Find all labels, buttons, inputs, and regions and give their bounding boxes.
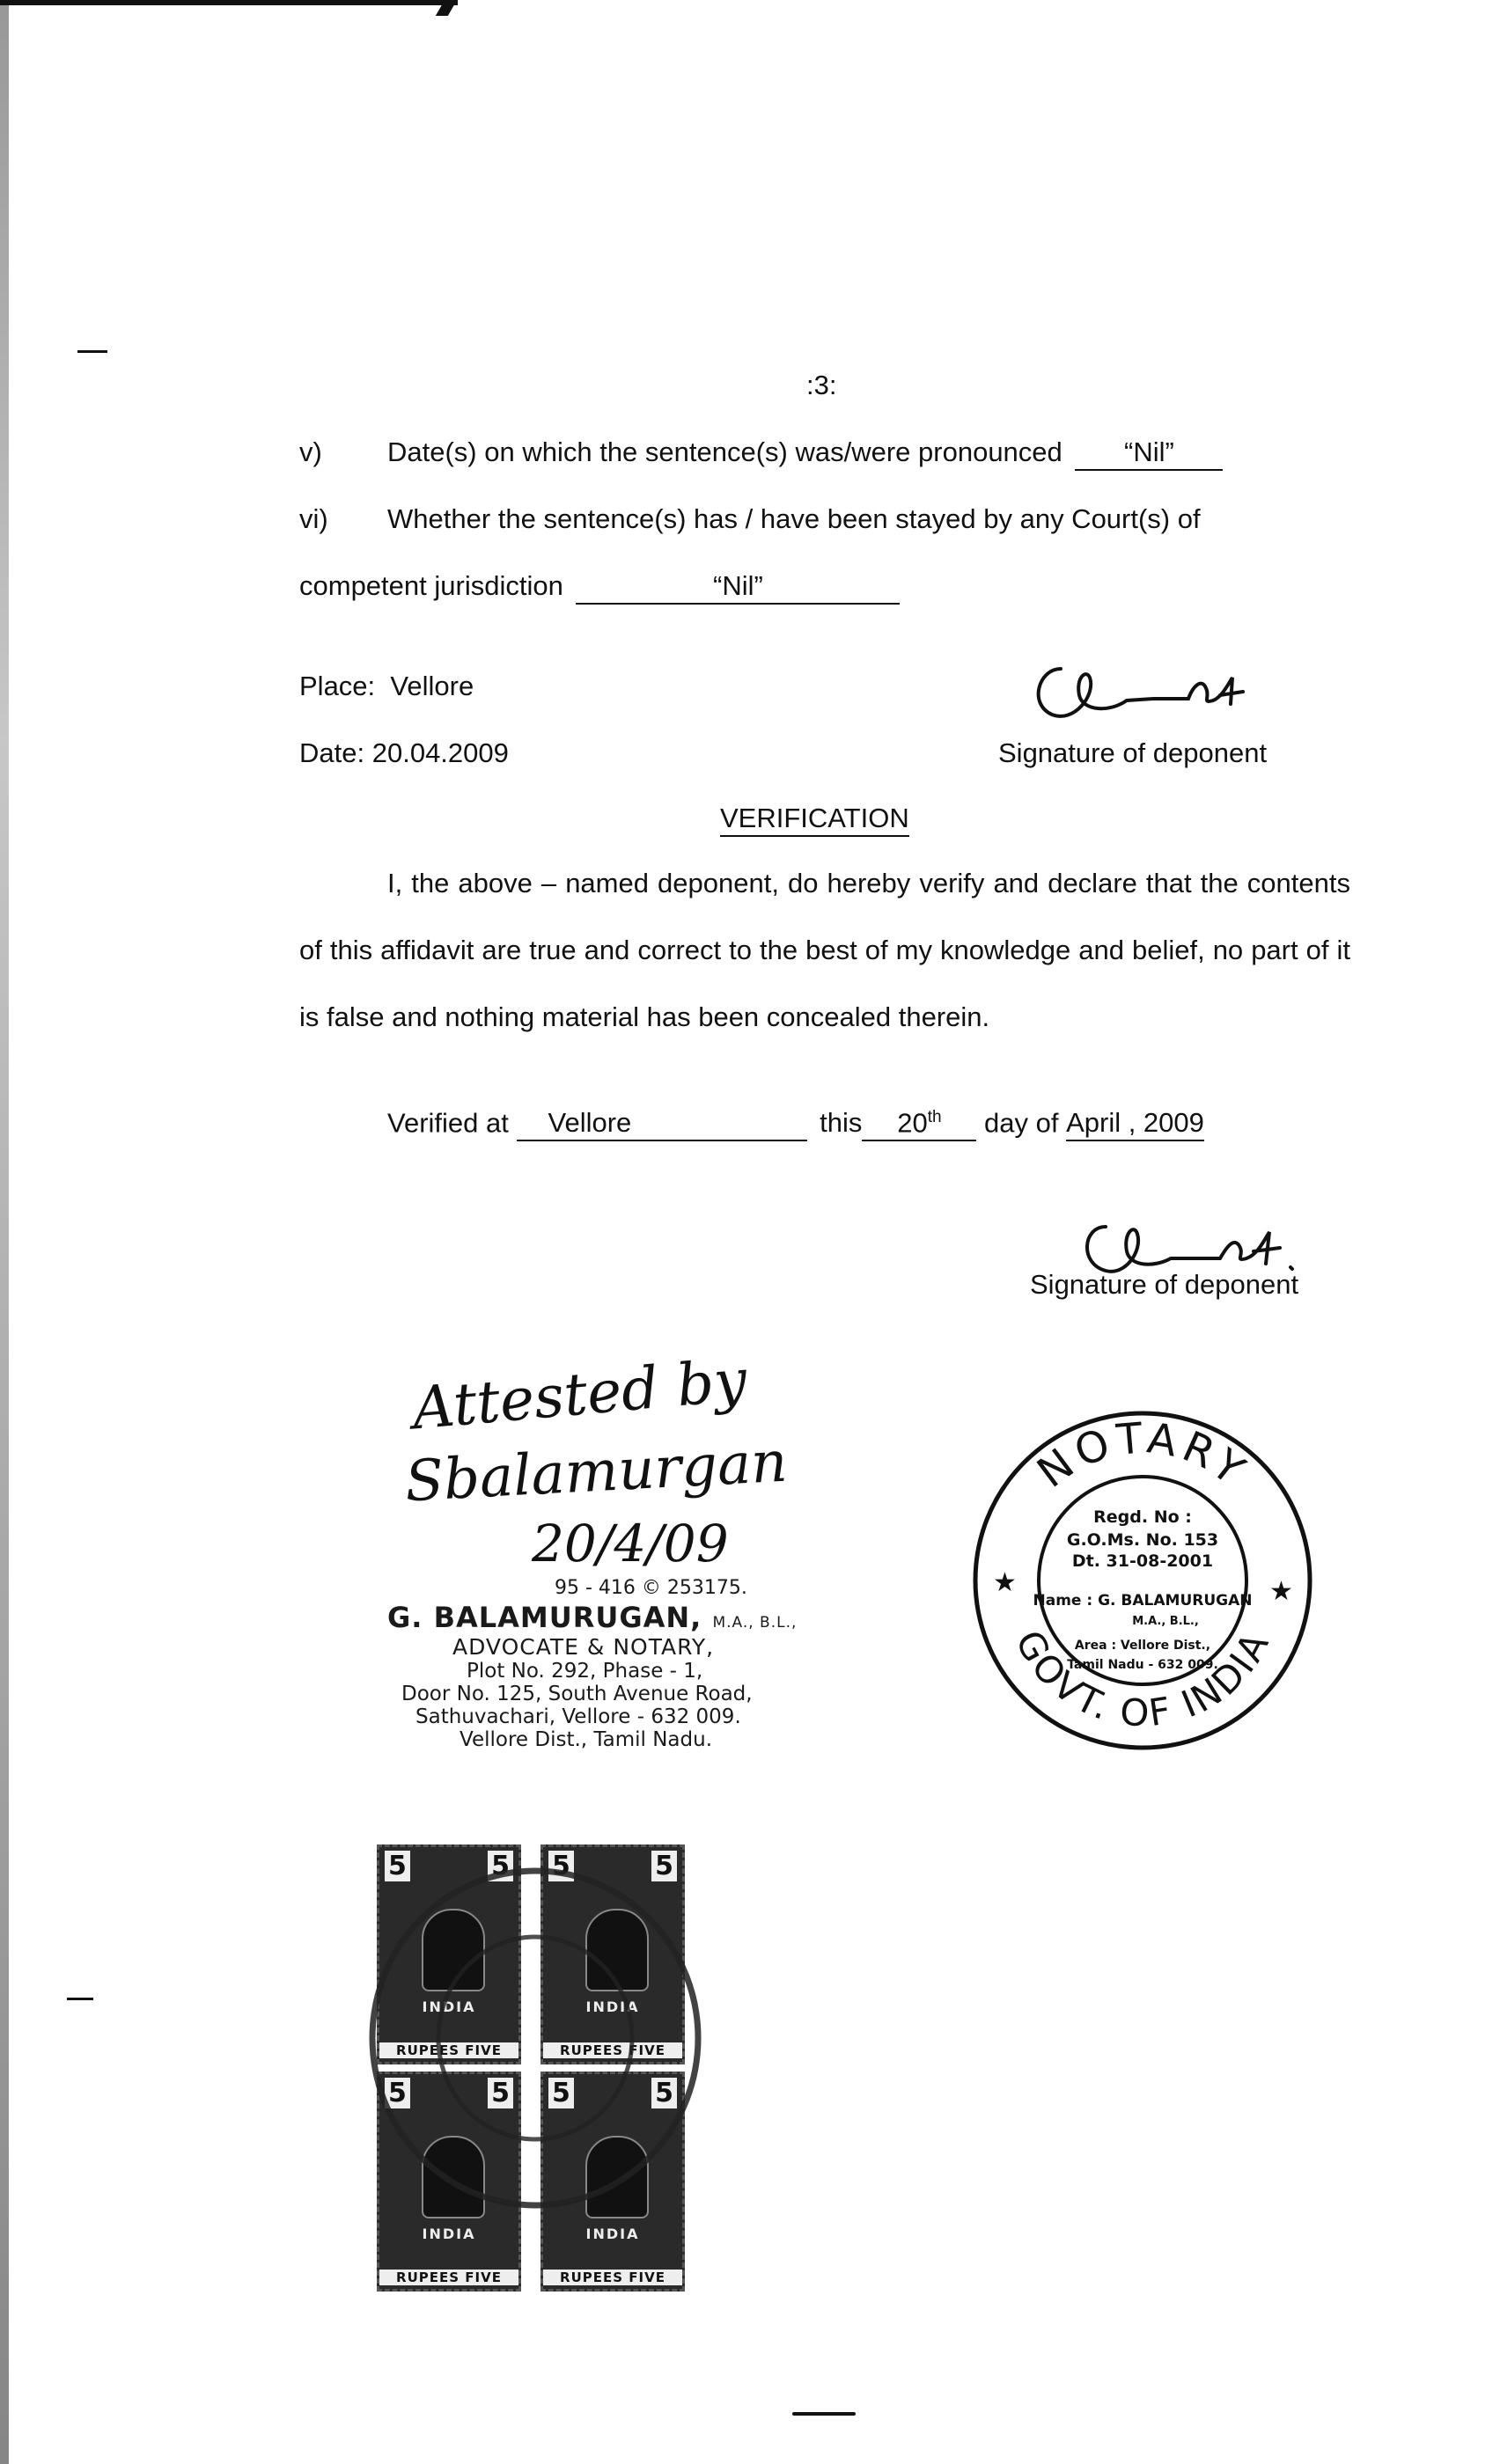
revenue-stamp-label: RUPEES FIVE (543, 2042, 682, 2058)
attestation-date-text: 20/4/09 (532, 1514, 729, 1573)
advocate-quals: M.A., B.L., (712, 1614, 798, 1632)
revenue-stamp-country: INDIA (585, 2226, 640, 2242)
page-number: :3: (806, 370, 837, 400)
revenue-stamp-country: INDIA (422, 2226, 476, 2242)
revenue-stamp-denomination-left: 5 (548, 2078, 574, 2108)
item-v-text (387, 436, 1223, 471)
verified-day-number: 20 (897, 1107, 928, 1139)
verified-place (517, 1107, 807, 1141)
notary-area: Area : Vellore Dist., (1074, 1639, 1211, 1653)
place-label: Place: (299, 671, 376, 701)
advocate-name-line (379, 1601, 854, 1634)
revenue-stamps-block (377, 1844, 687, 2302)
notary-seal-top-arc: NOTARY (1028, 1413, 1258, 1499)
advocate-addr4: Vellore Dist., Tamil Nadu. (460, 1728, 713, 1751)
bottom-rule (792, 2412, 856, 2416)
revenue-stamp-denomination-left: 5 (548, 1851, 574, 1881)
advocate-reg: 95 - 416 © 253175. (555, 1577, 747, 1599)
date-line (299, 737, 509, 769)
advocate-addr3: Sathuvachari, Vellore - 632 009. (415, 1705, 741, 1728)
advocate-name: G. BALAMURUGAN, (387, 1601, 702, 1634)
attestation-signature (403, 1429, 790, 1515)
item-vi-label-cont: competent jurisdiction (299, 570, 563, 601)
verification-heading-text: VERIFICATION (720, 803, 909, 837)
this-label: this (820, 1107, 863, 1139)
date-value: 20.04.2009 (371, 737, 509, 768)
verified-day-suffix: th (927, 1108, 942, 1126)
revenue-stamp-denomination-left: 5 (385, 2078, 410, 2108)
scan-top-mark (0, 0, 458, 5)
notary-star-right: ★ (1269, 1576, 1293, 1607)
revenue-stamp-country: INDIA (422, 1998, 476, 2015)
margin-dash (77, 350, 107, 353)
place-line (299, 671, 474, 702)
item-v-label: Date(s) on which the sentence(s) was/were pronounced (387, 436, 1062, 467)
verified-place-text: Vellore (548, 1107, 632, 1139)
item-vi-text: Whether the sentence(s) has / have been stayed by any Court(s) of (387, 503, 1201, 534)
attestation-handwriting (409, 1346, 750, 1443)
revenue-stamp-denomination-right: 5 (488, 1851, 513, 1881)
notary-dt: Dt. 31-08-2001 (1071, 1551, 1214, 1571)
notary-seal-bottom-arc: GOVT. OF INDIA (1006, 1623, 1278, 1735)
advocate-addr1: Plot No. 292, Phase - 1, (467, 1660, 703, 1683)
item-v-value (1075, 436, 1223, 471)
attestation-date (532, 1514, 729, 1573)
advocate-title: ADVOCATE & NOTARY, (452, 1634, 715, 1660)
date-label: Date: (299, 737, 365, 768)
revenue-stamp-denomination-right: 5 (651, 2078, 677, 2108)
margin-dash (67, 1998, 93, 2000)
notary-state: Tamil Nadu - 632 009. (1067, 1658, 1218, 1672)
revenue-stamp-cancellation-seal (359, 1862, 711, 2232)
scan-edge-mark (0, 0, 9, 2464)
notary-star-left: ★ (993, 1567, 1017, 1598)
signature-label-2: Signature of deponent (1030, 1269, 1299, 1300)
notary-regd: Regd. No : (1093, 1507, 1192, 1527)
revenue-stamp-denomination-right: 5 (488, 2078, 513, 2108)
day-of-label: day of (984, 1107, 1059, 1139)
revenue-stamp-label: RUPEES FIVE (379, 2042, 518, 2058)
notary-go: G.O.Ms. No. 153 (1066, 1530, 1219, 1550)
item-vi-number: vi) (299, 503, 328, 534)
signature-label-1: Signature of deponent (998, 737, 1268, 768)
revenue-stamp-denomination-right: 5 (651, 1851, 677, 1881)
verified-line (387, 1102, 1204, 1141)
revenue-stamp-label: RUPEES FIVE (379, 2270, 518, 2285)
advocate-addr2: Door No. 125, South Avenue Road, (401, 1683, 753, 1705)
item-vi-continuation (299, 570, 900, 605)
item-vi-value (576, 570, 900, 605)
verified-day (862, 1102, 976, 1141)
revenue-stamp-denomination-left: 5 (385, 1851, 410, 1881)
revenue-stamp-label: RUPEES FIVE (543, 2270, 682, 2285)
verified-prefix: Verified at (387, 1107, 509, 1139)
verification-paragraph: I, the above – named deponent, do hereby verify and declare that the contents of this affidavit are true and correct to the best of my knowledge and belief, no part of it is false and nothing material has been concealed therein. (299, 868, 1350, 1032)
item-v-number: v) (299, 436, 322, 467)
item-vi-value-text: “Nil” (713, 570, 763, 601)
verification-heading (720, 803, 909, 837)
revenue-stamp-country: INDIA (585, 1998, 640, 2015)
notary-seal (967, 1404, 1319, 1756)
deponent-signature-1 (1012, 642, 1312, 730)
place-value: Vellore (390, 671, 474, 701)
verified-month-year: April , 2009 (1066, 1107, 1204, 1141)
notary-quals: M.A., B.L., (1132, 1615, 1199, 1628)
item-v-value-text: “Nil” (1124, 436, 1174, 467)
notary-name: Name : G. BALAMURUGAN (1033, 1592, 1253, 1610)
advocate-stamp (379, 1577, 854, 1751)
attestation-signature-text: Sbalamurgan (403, 1429, 790, 1515)
attested-by-text: Attested by (409, 1346, 750, 1443)
